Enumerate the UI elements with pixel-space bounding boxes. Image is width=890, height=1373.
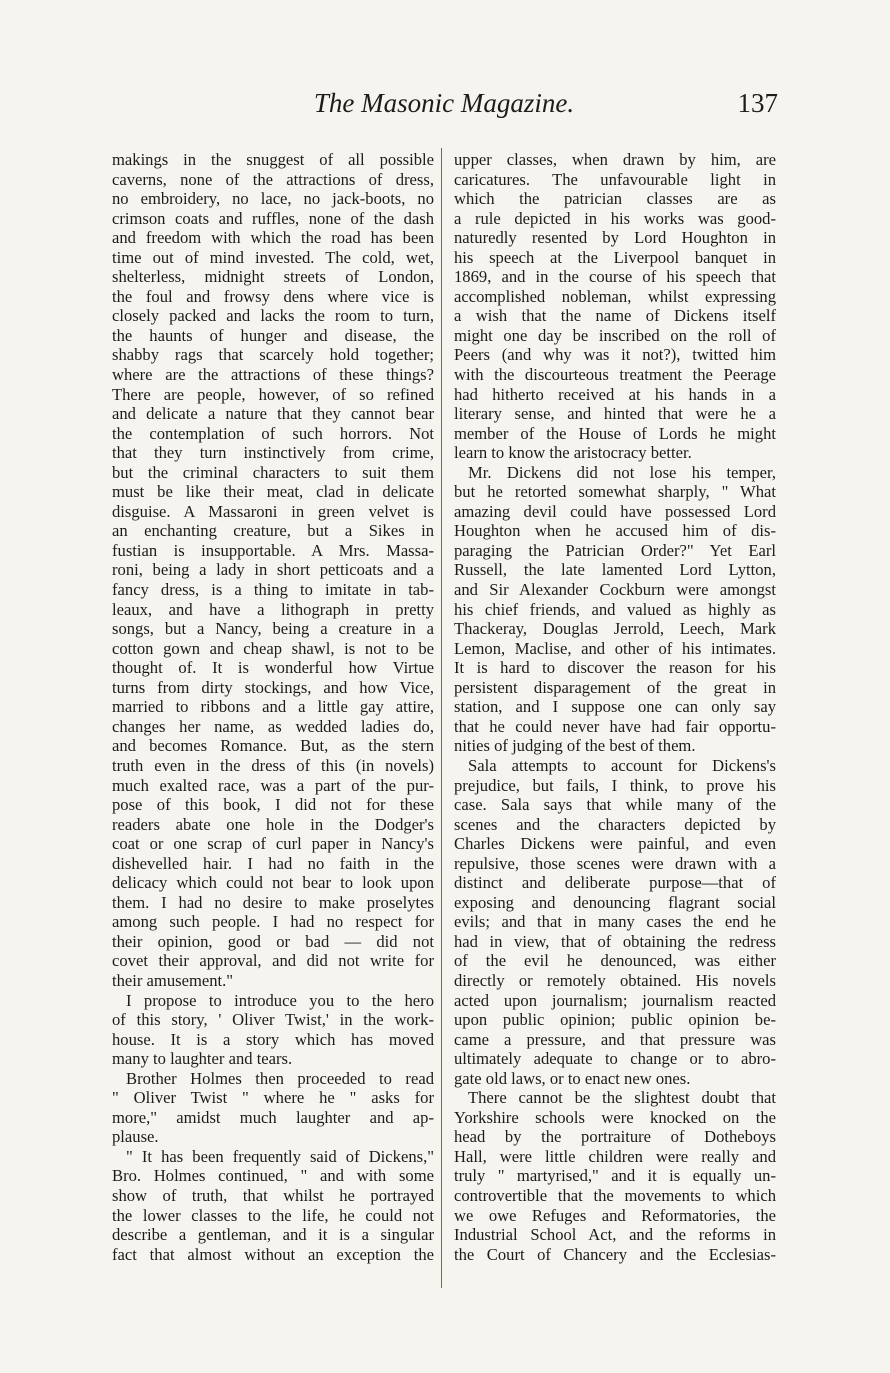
text-line: changes her name, as wedded ladies do, xyxy=(112,716,434,736)
text-line: shelterless, midnight streets of London, xyxy=(112,267,434,287)
text-line: fancy dress, is a thing to imitate in tab- xyxy=(112,580,434,600)
text-line: closely packed and lacks the room to turn, xyxy=(112,306,434,326)
text-line: fact that almost without an exception the xyxy=(112,1244,434,1264)
text-line: Charles Dickens were painful, and even xyxy=(454,834,776,854)
text-line: where are the attractions of these things? xyxy=(112,365,434,385)
text-line: gate old laws, or to enact new ones. xyxy=(454,1068,691,1088)
right-column xyxy=(454,150,776,1264)
text-line: no embroidery, no lace, no jack-boots, no xyxy=(112,189,434,209)
text-line: Peers (and why was it not?), twitted him xyxy=(454,345,776,365)
text-line: scenes and the characters depicted by xyxy=(454,814,776,834)
text-line: of this story, ' Oliver Twist,' in the work- xyxy=(112,1010,434,1030)
text-line: must be like their meat, clad in delicate xyxy=(112,482,434,502)
text-line: thought of. It is wonderful how Virtue xyxy=(112,658,434,678)
text-line: Sala attempts to account for Dickens's xyxy=(468,755,776,775)
text-line: pose of this book, I did not for these xyxy=(112,795,434,815)
text-line: readers abate one hole in the Dodger's xyxy=(112,814,434,834)
text-line: them. I had no desire to make proselytes xyxy=(112,892,434,912)
text-line: truly " martyrised," and it is equally un- xyxy=(454,1166,776,1186)
text-line: their amusement." xyxy=(112,970,234,990)
text-line: roni, being a lady in short petticoats and a xyxy=(112,560,434,580)
text-line: prejudice, but fails, I think, to prove his xyxy=(454,775,776,795)
text-line: caricatures. The unfavourable light in xyxy=(454,169,776,189)
text-line: their opinion, good or bad — did not xyxy=(112,931,434,951)
text-line: upper classes, when drawn by him, are xyxy=(454,150,776,169)
text-line: I propose to introduce you to the hero xyxy=(126,990,434,1010)
magazine-title: The Masonic Magazine. xyxy=(313,88,575,118)
text-line: many to laughter and tears. xyxy=(112,1049,293,1069)
text-line: Houghton when he accused him of dis- xyxy=(454,521,776,541)
text-line: makings in the snuggest of all possible xyxy=(112,150,434,169)
text-line: of the evil he denounced, was either xyxy=(454,951,776,971)
text-line: Bro. Holmes continued, " and with some xyxy=(112,1166,434,1186)
text-line: plause. xyxy=(112,1127,159,1147)
text-line: a wish that the name of Dickens itself xyxy=(454,306,776,326)
text-line: a rule depicted in his works was good- xyxy=(454,208,776,228)
text-line: had in view, that of obtaining the redress xyxy=(454,931,776,951)
text-line: evils; and that in many cases the end he xyxy=(454,912,776,932)
text-line: " Oliver Twist " where he " asks for xyxy=(112,1088,434,1108)
text-line: and Sir Alexander Cockburn were amongst xyxy=(454,580,776,600)
text-line: Industrial School Act, and the reforms in xyxy=(454,1225,776,1245)
text-line: Russell, the late lamented Lord Lytton, xyxy=(454,560,776,580)
text-line: might one day be inscribed on the roll of xyxy=(454,325,776,345)
text-line: had hitherto received at his hands in a xyxy=(454,384,776,404)
left-column xyxy=(112,150,434,1264)
text-line: disguise. A Massaroni in green velvet is xyxy=(112,501,434,521)
text-line: his chief friends, and valued as highly as xyxy=(454,599,776,619)
text-line: There are people, however, of so refined xyxy=(112,384,434,404)
text-line: turns from dirty stockings, and how Vice, xyxy=(112,677,434,697)
text-line: covet their approval, and did not write for xyxy=(112,951,434,971)
text-line: It is hard to discover the reason for his xyxy=(454,658,776,678)
text-line: exposing and denouncing flagrant social xyxy=(454,892,776,912)
page-number: 137 xyxy=(737,88,778,118)
text-line: the haunts of hunger and disease, the xyxy=(112,325,434,345)
text-line: which the patrician classes are as xyxy=(454,189,776,209)
column-divider xyxy=(441,148,442,1288)
text-line: caverns, none of the attractions of dress, xyxy=(112,169,434,189)
text-line: repulsive, those scenes were drawn with a xyxy=(454,853,776,873)
text-line: with the discourteous treatment the Peerage xyxy=(454,365,776,385)
text-line: station, and I suppose one can only say xyxy=(454,697,776,717)
text-line: leaux, and have a lithograph in pretty xyxy=(112,599,434,619)
text-line: but the criminal characters to suit them xyxy=(112,462,434,482)
text-line: but he retorted somewhat sharply, " What xyxy=(454,482,776,502)
text-line: Lemon, Maclise, and other of his intimates. xyxy=(454,638,776,658)
text-line: songs, but a Nancy, being a creature in a xyxy=(112,619,434,639)
text-line: coat or one scrap of curl paper in Nancy's xyxy=(112,834,434,854)
text-line: literary sense, and hinted that were he a xyxy=(454,404,776,424)
text-line: paraging the Patrician Order?" Yet Earl xyxy=(454,540,776,560)
text-line: married to ribbons and a little gay attire, xyxy=(112,697,434,717)
text-line: we owe Refuges and Reformatories, the xyxy=(454,1205,776,1225)
text-line: ultimately adequate to change or to abro- xyxy=(454,1049,776,1069)
text-line: member of the House of Lords he might xyxy=(454,423,776,443)
text-line: " It has been frequently said of Dickens," xyxy=(126,1146,434,1166)
text-line: and freedom with which the road has been xyxy=(112,228,434,248)
text-line: house. It is a story which has moved xyxy=(112,1029,434,1049)
text-line: the lower classes to the life, he could not xyxy=(112,1205,434,1225)
text-line: an enchanting creature, but a Sikes in xyxy=(112,521,434,541)
text-line: dishevelled hair. I had no faith in the xyxy=(112,853,434,873)
text-line: Mr. Dickens did not lose his temper, xyxy=(468,462,776,482)
text-line: that he could never have had fair opportu- xyxy=(454,716,776,736)
text-line: crimson coats and ruffles, none of the dash xyxy=(112,208,434,228)
text-line: the contemplation of such horrors. Not xyxy=(112,423,434,443)
text-line: his speech at the Liverpool banquet in xyxy=(454,247,776,267)
text-line: describe a gentleman, and it is a singular xyxy=(112,1225,434,1245)
text-line: naturedly resented by Lord Houghton in xyxy=(454,228,776,248)
text-line: show of truth, that whilst he portrayed xyxy=(112,1185,434,1205)
text-line: much exalted race, was a part of the pur- xyxy=(112,775,434,795)
text-line: upon public opinion; public opinion be- xyxy=(454,1010,776,1030)
text-line: distinct and deliberate purpose—that of xyxy=(454,873,776,893)
text-line: Yorkshire schools were knocked on the xyxy=(454,1107,776,1127)
text-line: that they turn instinctively from crime, xyxy=(112,443,434,463)
text-line: more," amidst much laughter and ap- xyxy=(112,1107,434,1127)
text-line: acted upon journalism; journalism reacted xyxy=(454,990,776,1010)
text-line: Hall, were little children were really and xyxy=(454,1146,776,1166)
text-line: came a pressure, and that pressure was xyxy=(454,1029,776,1049)
text-line: shabby rags that scarcely hold together; xyxy=(112,345,434,365)
running-header xyxy=(110,88,778,128)
text-line: delicacy which could not bear to look upon xyxy=(112,873,434,893)
text-line: case. Sala says that while many of the xyxy=(454,795,776,815)
text-line: Thackeray, Douglas Jerrold, Leech, Mark xyxy=(454,619,776,639)
text-line: cotton gown and cheap shawl, is not to be xyxy=(112,638,434,658)
text-line: Brother Holmes then proceeded to read xyxy=(126,1068,434,1088)
text-line: among such people. I had no respect for xyxy=(112,912,434,932)
text-line: the foul and frowsy dens where vice is xyxy=(112,286,434,306)
text-line: amazing devil could have possessed Lord xyxy=(454,501,776,521)
text-line: There cannot be the slightest doubt that xyxy=(468,1088,776,1108)
text-line: learn to know the aristocracy better. xyxy=(454,443,692,463)
text-line: accomplished nobleman, whilst expressing xyxy=(454,286,776,306)
text-line: persistent disparagement of the great in xyxy=(454,677,776,697)
text-line: fustian is insupportable. A Mrs. Massa- xyxy=(112,540,434,560)
text-line: nities of judging of the best of them. xyxy=(454,736,696,756)
text-line: directly or remotely obtained. His novels xyxy=(454,970,776,990)
text-line: and becomes Romance. But, as the stern xyxy=(112,736,434,756)
text-line: controvertible that the movements to which xyxy=(454,1185,776,1205)
text-line: the Court of Chancery and the Ecclesias- xyxy=(454,1244,776,1264)
text-line: and delicate a nature that they cannot bear xyxy=(112,404,434,424)
text-line: head by the portraiture of Dotheboys xyxy=(454,1127,776,1147)
text-line: 1869, and in the course of his speech that xyxy=(454,267,776,287)
text-line: time out of mind invested. The cold, wet, xyxy=(112,247,434,267)
text-line: truth even in the dress of this (in novels) xyxy=(112,755,434,775)
